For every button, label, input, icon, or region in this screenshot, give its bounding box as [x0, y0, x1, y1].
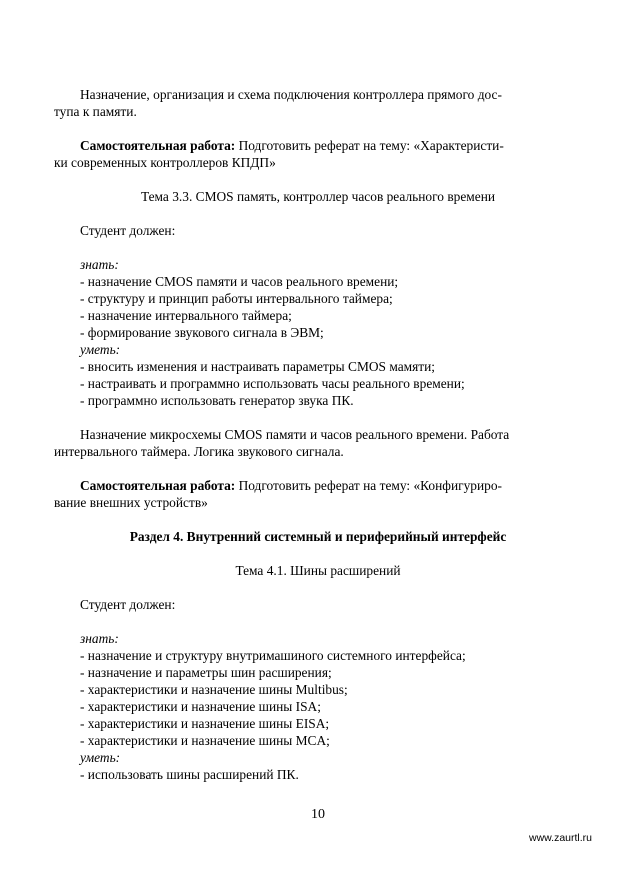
- text-line: вание внешних устройств»: [54, 495, 208, 510]
- list-item: - назначение и параметры шин расширения;: [80, 665, 332, 680]
- know-items: [80, 647, 556, 749]
- list-item: - программно использовать генератор звука ПК.: [80, 393, 354, 408]
- list-item: - характеристики и назначение шины EISA;: [80, 716, 330, 731]
- document-page: [54, 0, 556, 870]
- text-line: интервального таймера. Логика звукового сигнала.: [54, 444, 344, 459]
- list-item: - настраивать и программно использовать часы реального времени;: [80, 376, 465, 391]
- paragraph-cmos: [54, 426, 556, 460]
- text-line: Назначение микросхемы CMOS памяти и часов реального времени. Работа: [80, 427, 510, 442]
- know-list-2: [80, 630, 556, 783]
- can-items: [80, 766, 556, 783]
- paragraph-selfwork-2: [54, 477, 556, 511]
- page-number: 10: [311, 807, 325, 822]
- bold-label: Самостоятельная работа:: [80, 478, 236, 493]
- list-item: - назначение и структуру внутримашиного системного интерфейса;: [80, 648, 466, 663]
- student-must-1: Студент должен:: [80, 223, 176, 238]
- list-item: - использовать шины расширений ПК.: [80, 767, 299, 782]
- list-item: - характеристики и назначение шины MCA;: [80, 733, 330, 748]
- paragraph-dma: [54, 86, 556, 120]
- topic-4-1-title: Тема 4.1. Шины расширений: [235, 563, 401, 578]
- text-line: Назначение, организация и схема подключения контроллера прямого дос-: [80, 87, 502, 102]
- know-list-1: [80, 256, 556, 409]
- list-item: - формирование звукового сигнала в ЭВМ;: [80, 325, 324, 340]
- site-watermark: www.zaurtl.ru: [528, 832, 592, 844]
- text-line: тупа к памяти.: [54, 104, 137, 119]
- know-label: знать:: [80, 257, 119, 272]
- section-4-title: Раздел 4. Внутренний системный и периферийный интерфейс: [129, 529, 507, 544]
- student-must-2: Студент должен:: [80, 597, 176, 612]
- text-line: [80, 137, 556, 154]
- list-item: - назначение CMOS памяти и часов реального времени;: [80, 274, 399, 289]
- can-label: уметь:: [80, 342, 121, 357]
- list-item: - назначение интервального таймера;: [80, 308, 292, 323]
- list-item: - структуру и принцип работы интервального таймера;: [80, 291, 393, 306]
- list-item: - вносить изменения и настраивать параметры CMOS мамяти;: [80, 359, 436, 374]
- know-label: знать:: [80, 631, 119, 646]
- list-item: - характеристики и назначение шины ISA;: [80, 699, 321, 714]
- can-items: [80, 358, 556, 409]
- text-line: ки современных контроллеров КПДП»: [54, 155, 276, 170]
- topic-3-3-title: Тема 3.3. CMOS память, контроллер часов реального времени: [140, 189, 496, 204]
- text-line: [80, 477, 556, 494]
- bold-label: Самостоятельная работа:: [80, 138, 236, 153]
- know-items: [80, 273, 556, 341]
- text-span: Подготовить реферат на тему: «Характеристи-: [235, 138, 504, 153]
- list-item: - характеристики и назначение шины Multibus;: [80, 682, 348, 697]
- can-label: уметь:: [80, 750, 121, 765]
- text-span: Подготовить реферат на тему: «Конфигуриро-: [235, 478, 503, 493]
- paragraph-selfwork-1: [54, 137, 556, 171]
